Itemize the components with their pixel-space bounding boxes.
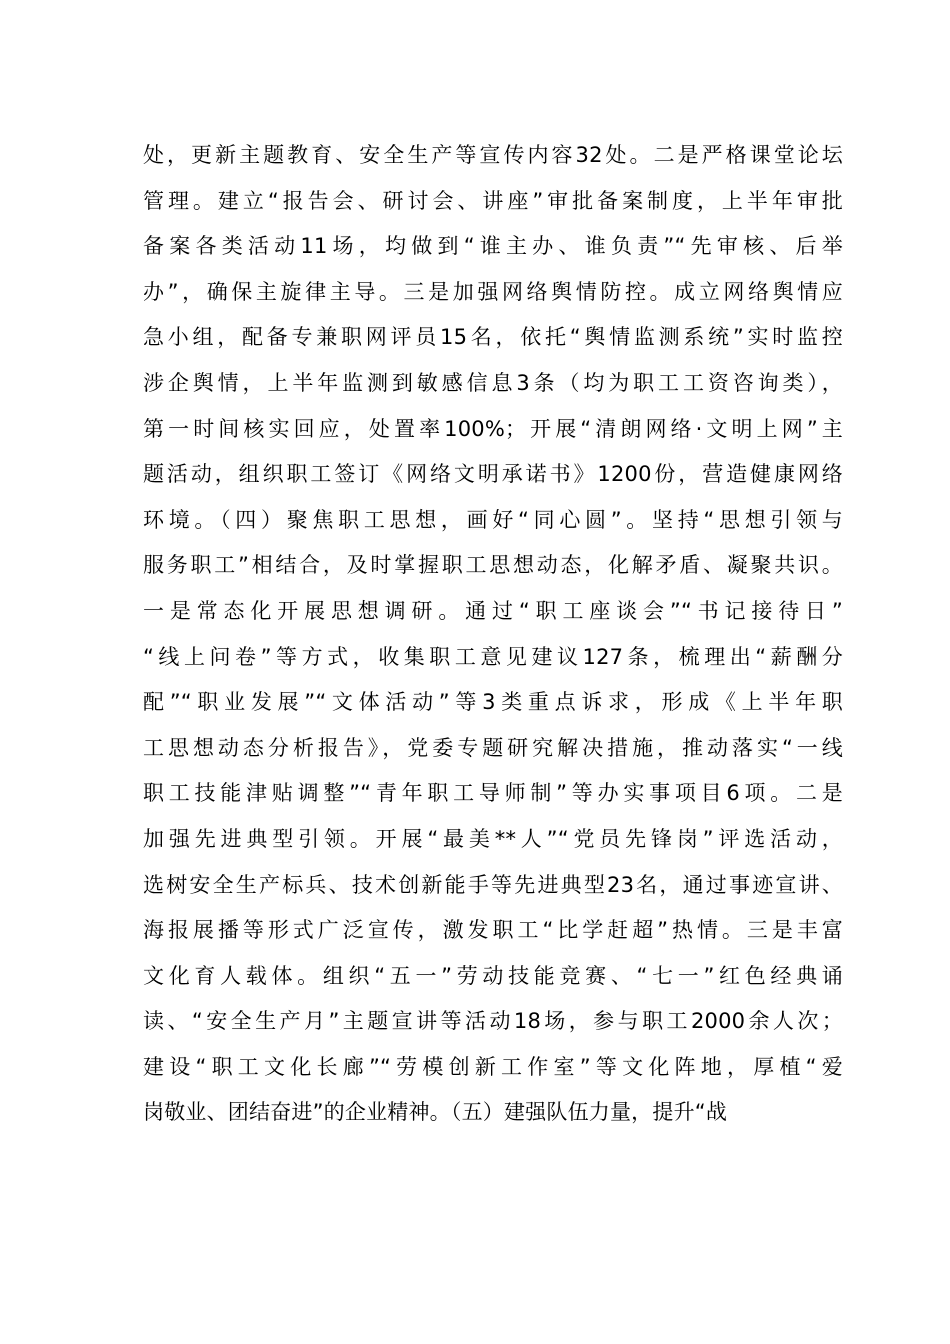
text-line: 服务职工”相结合，及时掌握职工思想动态，化解矛盾、凝聚共识。 xyxy=(143,553,843,578)
text-line: 涉企舆情，上半年监测到敏感信息3条（均为职工工资咨询类）， xyxy=(143,370,843,395)
text-line: 建设“职工文化长廊”“劳模创新工作室”等文化阵地，厚植“爱 xyxy=(143,1054,843,1079)
text-line: 配”“职业发展”“文体活动”等3类重点诉求，形成《上半年职 xyxy=(143,690,843,715)
text-line: 环境。（四）聚焦职工思想，画好“同心圆”。坚持“思想引领与 xyxy=(143,507,843,532)
text-line: 加强先进典型引领。开展“最美**人”“党员先锋岗”评选活动， xyxy=(143,826,843,851)
text-line: 备案各类活动11场，均做到“谁主办、谁负责”“先审核、后举 xyxy=(143,234,843,259)
text-line: 海报展播等形式广泛宣传，激发职工“比学赶超”热情。三是丰富 xyxy=(143,918,843,943)
text-line: 办”，确保主旋律主导。三是加强网络舆情防控。成立网络舆情应 xyxy=(143,279,843,304)
text-line: “线上问卷”等方式，收集职工意见建议127条，梳理出“薪酬分 xyxy=(143,644,843,669)
body-text xyxy=(143,133,843,1136)
text-line: 读、“安全生产月”主题宣讲等活动18场，参与职工2000余人次； xyxy=(143,1009,843,1034)
text-line: 一是常态化开展思想调研。通过“职工座谈会”“书记接待日” xyxy=(143,598,843,623)
text-line: 岗敬业、团结奋进”的企业精神。（五）建强队伍力量，提升“战 xyxy=(143,1100,728,1125)
text-line: 处，更新主题教育、安全生产等宣传内容32处。二是严格课堂论坛 xyxy=(143,143,843,167)
text-line: 职工技能津贴调整”“青年职工导师制”等办实事项目6项。二是 xyxy=(143,781,843,806)
text-line: 第一时间核实回应，处置率100%；开展“清朗网络·文明上网”主 xyxy=(143,416,843,441)
text-line: 管理。建立“报告会、研讨会、讲座”审批备案制度，上半年审批 xyxy=(143,188,843,213)
text-line: 文化育人载体。组织“五一”劳动技能竞赛、“七一”红色经典诵 xyxy=(143,963,843,988)
text-line: 工思想动态分析报告》，党委专题研究解决措施，推动落实“一线 xyxy=(143,735,843,760)
text-line: 题活动，组织职工签订《网络文明承诺书》1200份，营造健康网络 xyxy=(143,462,843,487)
text-line: 急小组，配备专兼职网评员15名，依托“舆情监测系统”实时监控 xyxy=(143,325,843,350)
text-line: 选树安全生产标兵、技术创新能手等先进典型23名，通过事迹宣讲、 xyxy=(143,872,843,897)
